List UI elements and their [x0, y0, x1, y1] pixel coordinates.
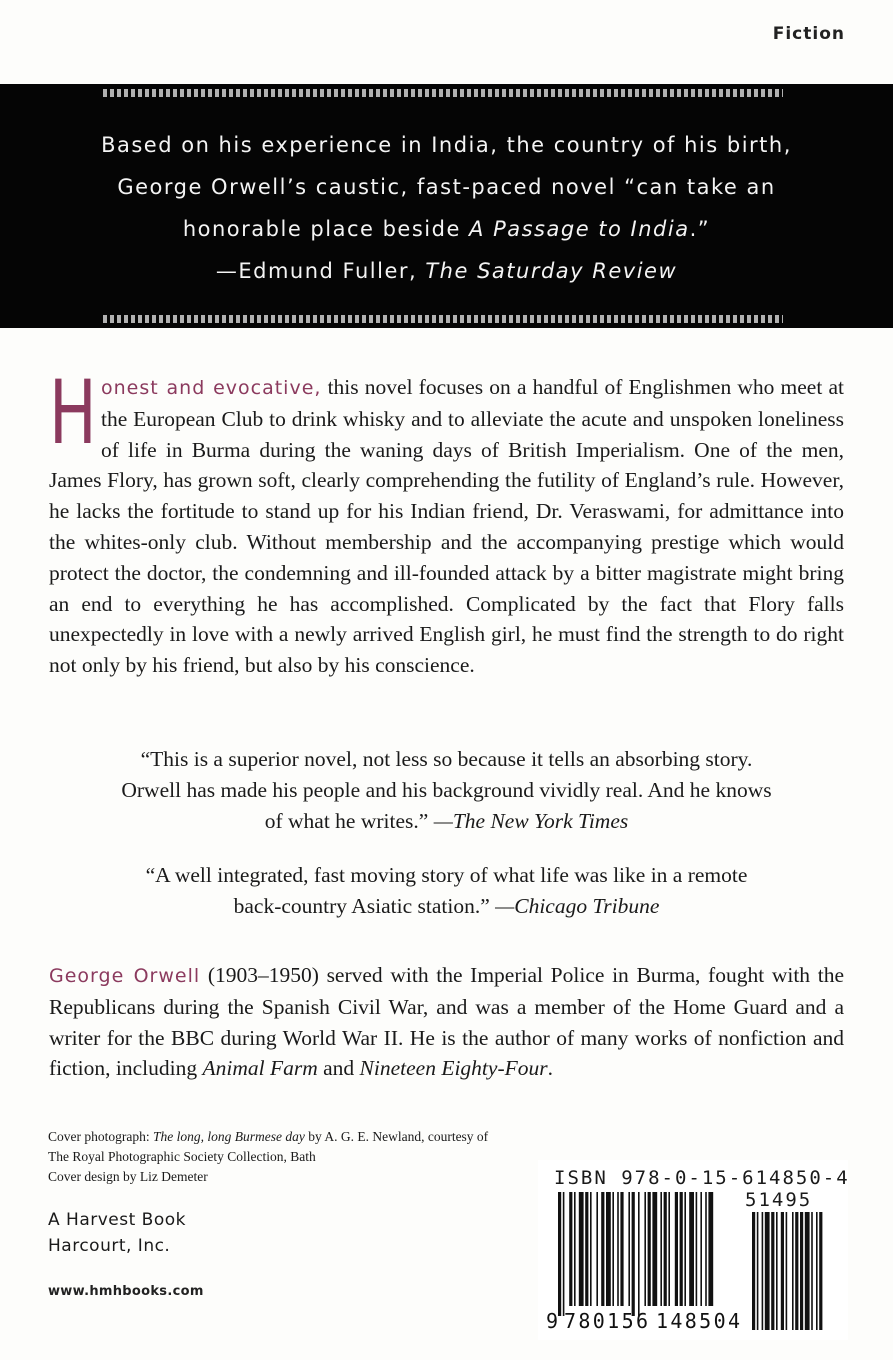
barcode-addon-bar — [781, 1212, 784, 1330]
barcode-bar — [601, 1192, 604, 1306]
barcode-bar — [558, 1192, 561, 1316]
barcode-addon-bar — [776, 1212, 778, 1330]
isbn-number: ISBN 978-0-15-614850-4 — [554, 1167, 850, 1189]
book-title: A Passage to India — [469, 217, 690, 241]
featured-quote — [0, 124, 893, 292]
photo-credit-line2: The Royal Photographic Society Collection, Bath — [48, 1149, 316, 1164]
barcode-bar — [664, 1192, 667, 1306]
category-label: Fiction — [772, 24, 845, 44]
author-name: George Orwell — [49, 965, 201, 987]
barcode-bar — [696, 1192, 698, 1306]
barcode-bar — [617, 1192, 619, 1306]
barcode-bar — [660, 1192, 662, 1306]
review-quote: “This is a superior novel, not less so because it tells an absorbing story. Orwell has made his people and his background vividly real. And he knows of what he writes.” —The New York Times — [121, 747, 772, 833]
book-title: Nineteen Eighty-Four — [359, 1056, 548, 1081]
design-credit: Cover design by Liz Demeter — [48, 1169, 208, 1184]
barcode-bar — [648, 1192, 651, 1306]
author-bio: George Orwell (1903–1950) served with the Imperial Police in Burma, fought with the Republicans during the Spanish Civil War, and was a member of the Home Guard and a writer for the BBC during World War II. He is the author of many works of nonfiction and fiction, including Animal Farm and Nineteen Eighty-Four. — [49, 963, 844, 1081]
barcode — [546, 1192, 846, 1332]
barcode-addon-bar — [757, 1212, 759, 1330]
barcode-addon-bar — [800, 1212, 803, 1330]
review-quote: “A well integrated, fast moving story of what life was like in a remote back-country Asiatic station.” —Chicago Tribune — [145, 863, 748, 918]
barcode-bar — [596, 1192, 598, 1306]
barcode-right-digits: 148504 — [656, 1309, 740, 1332]
photo-credit: Cover photograph: The long, long Burmese day by A. G. E. Newland, courtesy of — [48, 1129, 489, 1144]
barcode-bar — [590, 1192, 592, 1306]
barcode-addon-bar — [816, 1212, 818, 1330]
description-lead: onest and evocative, — [101, 377, 322, 399]
book-description — [49, 361, 844, 681]
barcode-addon-bar — [792, 1212, 794, 1330]
barcode-left-digits: 780156 — [564, 1309, 648, 1332]
barcode-bar — [569, 1192, 572, 1306]
featured-quote-line: honorable place beside A Passage to India.” — [182, 217, 711, 241]
barcode-bar — [632, 1192, 635, 1316]
featured-quote-attribution: —Edmund Fuller, The Saturday Review — [215, 259, 678, 283]
publisher-info — [48, 1207, 186, 1259]
publisher-website: www.hmhbooks.com — [48, 1284, 204, 1299]
barcode-bar — [620, 1192, 623, 1306]
review-source: —Chicago Tribune — [495, 894, 660, 918]
review-source: —The New York Times — [433, 809, 629, 833]
barcode-bar — [628, 1192, 630, 1306]
price-code: 51495 — [745, 1189, 813, 1211]
barcode-addon-bar — [786, 1212, 788, 1330]
featured-quote-line: Based on his experience in India, the country of his birth, — [101, 133, 792, 157]
barcode-bar — [612, 1192, 614, 1306]
barcode-bar — [652, 1192, 657, 1306]
featured-quote-line: George Orwell’s caustic, fast-paced novel “can take an — [117, 175, 776, 199]
barcode-bar — [684, 1192, 686, 1306]
barcode-addon-bar — [771, 1212, 774, 1330]
ornamental-border-bottom — [103, 315, 783, 323]
barcode-addon-bar — [765, 1212, 770, 1330]
barcode-bar — [705, 1192, 707, 1306]
barcode-addon-bar — [811, 1212, 813, 1330]
barcode-bar — [579, 1192, 584, 1306]
barcode-bar — [675, 1192, 678, 1306]
book-title: Animal Farm — [202, 1056, 318, 1081]
description-body: this novel focuses on a handful of Englishmen who meet at the European Club to drink whisky and to alleviate the acute and unspoken loneliness of life in Burma during the waning days of British Imperialism. One of the men, James Flory, has grown soft, clearly comprehending the futility of England’s rule. However, he lacks the fortitude to stand up for his Indian friend, Dr. Veraswami, for admittance into the whites-only club. Without membership and the accompanying prestige which would protect the doctor, the condemning and ill-founded attack by a bitter magistrate might bring an end to everything he has accomplished. Complicated by the fact that Flory falls unexpectedly in love with a newly arrived English girl, he must find the strength to do right not only by his friend, but also by his conscience. — [49, 375, 844, 678]
barcode-addon-bar — [819, 1212, 822, 1330]
barcode-bar — [574, 1192, 576, 1306]
barcode-bar — [668, 1192, 670, 1306]
barcode-addon-bar — [795, 1212, 798, 1330]
cover-credits — [48, 1127, 568, 1187]
barcode-bar — [700, 1192, 702, 1306]
barcode-bar — [644, 1192, 646, 1306]
barcode-addon-bar — [762, 1212, 764, 1330]
barcode-bar — [606, 1192, 611, 1306]
barcode-bar — [563, 1192, 565, 1316]
barcode-bar — [585, 1192, 588, 1306]
publisher-name: Harcourt, Inc. — [48, 1236, 171, 1256]
featured-quote-band — [0, 84, 893, 328]
barcode-addon-bar — [752, 1212, 755, 1330]
barcode-addon-bar — [805, 1212, 810, 1330]
publication-title: The Saturday Review — [425, 259, 678, 283]
barcode-bar — [708, 1192, 713, 1306]
ornamental-border-top — [103, 89, 783, 97]
barcode-bar — [638, 1192, 640, 1316]
barcode-bar — [680, 1192, 683, 1306]
drop-cap: H — [49, 361, 97, 464]
imprint: A Harvest Book — [48, 1210, 186, 1230]
barcode-bar — [689, 1192, 694, 1306]
barcode-first-digit: 9 — [546, 1309, 559, 1332]
